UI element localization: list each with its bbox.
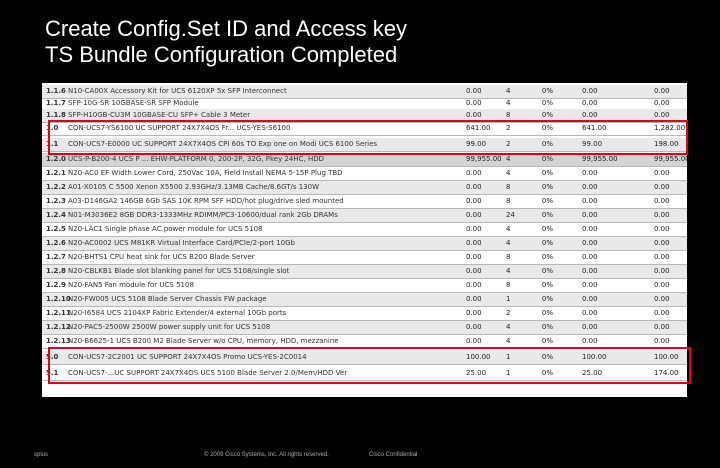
table-cell-desc: CON-UCS7-2C2001 UC SUPPORT 24X7X4OS Promo UCS-YES-2C0014: [68, 353, 307, 361]
table-cell-price: 0.00: [466, 183, 482, 191]
table-cell-unit: 0.00: [582, 99, 598, 107]
table-cell-unit: 0.00: [582, 239, 598, 247]
table-row: [42, 209, 687, 222]
table-cell-id: 1.1.6: [46, 87, 66, 95]
table-cell-qty: 1: [506, 369, 511, 377]
table-cell-desc: CON-UCS7-E0000 UC SUPPORT 24X7X4OS CPI 60s TO Exp one on Modi UCS 6100 Series: [68, 140, 378, 148]
highlight-box-promo-items: [48, 347, 691, 384]
table-cell-price: 641.00: [466, 124, 491, 132]
table-cell-unit: 25.00: [582, 369, 603, 377]
table-cell-price: 0.00: [466, 337, 482, 345]
footer-confidential: Cisco Confidential: [369, 452, 418, 458]
table-cell-unit: 0.00: [582, 225, 598, 233]
table-cell-id: 1.1.8: [46, 111, 66, 119]
table-cell-price: 0.00: [466, 267, 482, 275]
table-cell-unit: 0.00: [582, 211, 598, 219]
table-cell-price: 100.00: [466, 353, 491, 361]
table-cell-id: 1.2.8: [46, 267, 66, 275]
table-cell-disc: 0%: [541, 140, 553, 148]
table-cell-desc: N20-B6625-1 UCS B200 M2 Blade Server w/o CPU, memory, HDD, mezzanine: [68, 337, 339, 345]
table-row: [42, 195, 687, 208]
table-row: [42, 181, 687, 194]
table-cell-qty: 4: [506, 155, 511, 163]
table-cell-price: 0.00: [466, 239, 482, 247]
table-cell-ext: 0.00: [654, 169, 670, 177]
table-cell-desc: N20-FAN5 Fan module for UCS 5108: [68, 281, 194, 289]
table-cell-unit: 0.00: [582, 323, 598, 331]
table-cell-id: 1.2.3: [46, 197, 66, 205]
table-cell-desc: N20-CBLKB1 Blade slot blanking panel for UCS 5108/single slot: [68, 267, 290, 275]
table-cell-ext: 100.00: [654, 353, 679, 361]
table-cell-desc: CON-UCS7-...UC SUPPORT 24X7X4OS UCS 5100 Blade Server 2.0/Mem/HDD Ver: [68, 369, 348, 377]
table-cell-desc: SFP-H10GB-CU3M 10GBASE-CU SFP+ Cable 3 Meter: [68, 111, 251, 119]
table-cell-disc: 0%: [541, 87, 553, 95]
table-cell-unit: 0.00: [582, 337, 598, 345]
table-cell-unit: 0.00: [582, 111, 598, 119]
table-cell-disc: 0%: [541, 111, 553, 119]
table-row: [42, 265, 687, 278]
table-cell-disc: 0%: [541, 124, 553, 132]
table-cell-qty: 4: [506, 99, 511, 107]
table-cell-price: 0.00: [466, 211, 482, 219]
table-cell-price: 0.00: [466, 225, 482, 233]
table-cell-unit: 0.00: [582, 169, 598, 177]
table-cell-unit: 0.00: [582, 309, 598, 317]
highlight-box-support-items: [48, 120, 688, 155]
table-cell-desc: N20-LAC1 Single phase AC power module for UCS 5108: [68, 225, 263, 233]
table-cell-qty: 2: [506, 124, 511, 132]
table-cell-id: 1.2.7: [46, 253, 66, 261]
table-cell-desc: N01-M3036E2 8GB DDR3-1333MHz RDIMM/PC3-10600/dual rank 2Gb DRAMs: [68, 211, 338, 219]
table-cell-unit: 0.00: [582, 253, 598, 261]
table-cell-ext: 0.00: [654, 183, 670, 191]
table-cell-disc: 0%: [541, 225, 553, 233]
table-cell-disc: 0%: [541, 323, 553, 331]
table-cell-disc: 0%: [541, 309, 553, 317]
table-cell-price: 99.00: [466, 140, 487, 148]
table-cell-desc: SFP-10G-SR 10GBASE-SR SFP Module: [68, 99, 199, 107]
title-line-2: TS Bundle Configuration Completed: [45, 42, 398, 67]
table-cell-unit: 0.00: [582, 295, 598, 303]
table-cell-price: 0.00: [466, 87, 482, 95]
table-cell-price: 0.00: [466, 323, 482, 331]
table-cell-unit: 99.00: [582, 140, 603, 148]
table-cell-unit: 0.00: [582, 197, 598, 205]
table-cell-desc: N20-AC0002 UCS M81KR Virtual Interface Card/PCIe/2-port 10Gb: [68, 239, 295, 247]
table-cell-disc: 0%: [541, 281, 553, 289]
table-cell-disc: 0%: [541, 211, 553, 219]
table-cell-id: 1.0: [46, 124, 59, 132]
table-cell-ext: 0.00: [654, 281, 670, 289]
table-cell-desc: A03-D146GA2 146GB 6Gb SAS 10K RPM SFF HDD/hot plug/drive sled mounted: [68, 197, 344, 205]
table-cell-ext: 0.00: [654, 267, 670, 275]
footer-copyright: © 2009 Cisco Systems, Inc. All rights reserved.: [204, 452, 329, 458]
table-cell-id: 1.1: [46, 140, 59, 148]
table-cell-ext: 0.00: [654, 253, 670, 261]
table-cell-disc: 0%: [541, 267, 553, 275]
table-cell-id: 5.0: [46, 353, 59, 361]
table-cell-price: 99,955.00: [466, 155, 502, 163]
table-cell-id: 1.2.2: [46, 183, 66, 191]
table-cell-ext: 0.00: [654, 323, 670, 331]
slide-title: [45, 16, 407, 68]
table-cell-id: 1.2.12: [46, 323, 71, 331]
table-cell-ext: 1,282.00: [654, 124, 686, 132]
table-cell-price: 0.00: [466, 309, 482, 317]
table-cell-ext: 0.00: [654, 99, 670, 107]
table-cell-unit: 99,955.00: [582, 155, 618, 163]
table-cell-desc: N20-FW005 UCS 5108 Blade Server Chassis FW package: [68, 295, 267, 303]
table-cell-id: 1.2.11: [46, 309, 71, 317]
table-cell-disc: 0%: [541, 99, 553, 107]
table-cell-qty: 8: [506, 253, 511, 261]
table-cell-qty: 1: [506, 295, 511, 303]
table-cell-desc: N20-PAC5-2500W 2500W power supply unit for UCS 5108: [68, 323, 271, 331]
table-cell-desc: UCS-P-B200-4 UCS P ... EHW-PLATFORM 0, 200-2P, 32G, Pkey 24HC, HDD: [68, 155, 324, 163]
table-cell-id: 1.2.4: [46, 211, 66, 219]
table-cell-qty: 8: [506, 281, 511, 289]
table-cell-ext: 0.00: [654, 337, 670, 345]
table-cell-id: 1.2.5: [46, 225, 66, 233]
table-cell-price: 0.00: [466, 281, 482, 289]
table-cell-unit: 0.00: [582, 183, 598, 191]
table-cell-disc: 0%: [541, 155, 553, 163]
table-cell-qty: 4: [506, 323, 511, 331]
table-cell-price: 0.00: [466, 111, 482, 119]
table-cell-id: 1.2.0: [46, 155, 66, 163]
table-cell-desc: CON-UCS7-YS6100 UC SUPPORT 24X7X4OS Fr... UCS-YES-S6100: [68, 124, 291, 132]
table-cell-qty: 4: [506, 225, 511, 233]
table-row: [42, 307, 687, 320]
table-cell-ext: 0.00: [654, 309, 670, 317]
table-cell-id: 5.1: [46, 369, 59, 377]
table-row: [42, 251, 687, 264]
table-cell-qty: 1: [506, 353, 511, 361]
table-cell-qty: 4: [506, 337, 511, 345]
table-cell-ext: 99,955.00: [654, 155, 690, 163]
table-cell-unit: 100.00: [582, 353, 607, 361]
table-cell-price: 0.00: [466, 295, 482, 303]
table-cell-price: 0.00: [466, 197, 482, 205]
table-cell-qty: 8: [506, 111, 511, 119]
table-row: [42, 237, 687, 250]
table-cell-id: 1.2.1: [46, 169, 66, 177]
table-cell-disc: 0%: [541, 353, 553, 361]
table-cell-disc: 0%: [541, 197, 553, 205]
table-cell-unit: 641.00: [582, 124, 607, 132]
table-cell-disc: 0%: [541, 337, 553, 345]
footer-left: splus: [34, 452, 49, 458]
table-cell-disc: 0%: [541, 253, 553, 261]
table-cell-qty: 8: [506, 183, 511, 191]
table-cell-disc: 0%: [541, 183, 553, 191]
table-row: [42, 321, 687, 334]
table-cell-unit: 0.00: [582, 87, 598, 95]
table-cell-id: 1.2.10: [46, 295, 71, 303]
table-cell-id: 1.2.9: [46, 281, 66, 289]
table-cell-ext: 0.00: [654, 225, 670, 233]
table-cell-qty: 8: [506, 197, 511, 205]
table-cell-ext: 0.00: [654, 197, 670, 205]
table-row: [42, 223, 687, 236]
table-cell-desc: N20-AC0 EF Width Lower Cord, 250Vac 10A, Field Install NEMA 5-15P Plug TBD: [68, 169, 343, 177]
title-line-1: Create Config.Set ID and Access key: [45, 16, 407, 41]
table-cell-ext: 0.00: [654, 295, 670, 303]
table-cell-qty: 4: [506, 239, 511, 247]
table-cell-qty: 4: [506, 169, 511, 177]
table-cell-qty: 2: [506, 140, 511, 148]
table-cell-disc: 0%: [541, 369, 553, 377]
table-cell-disc: 0%: [541, 169, 553, 177]
table-cell-ext: 0.00: [654, 239, 670, 247]
table-cell-desc: N10-CA00X Accessory Kit for UCS 6120XP 5x SFP Interconnect: [68, 87, 287, 95]
table-row: [42, 167, 687, 180]
table-cell-ext: 0.00: [654, 87, 670, 95]
table-cell-ext: 0.00: [654, 211, 670, 219]
table-cell-ext: 174.00: [654, 369, 679, 377]
table-row: [42, 293, 687, 306]
table-row: [42, 279, 687, 292]
table-cell-id: 1.2.13: [46, 337, 71, 345]
table-cell-ext: 198.00: [654, 140, 679, 148]
table-cell-disc: 0%: [541, 295, 553, 303]
table-cell-qty: 4: [506, 267, 511, 275]
table-cell-desc: A01-X0105 C 5500 Xenon X5500 2.93GHz/3.13MB Cache/8.6GT/s 130W: [68, 183, 320, 191]
table-cell-qty: 24: [506, 211, 515, 219]
table-cell-qty: 2: [506, 309, 511, 317]
table-cell-price: 0.00: [466, 253, 482, 261]
table-cell-unit: 0.00: [582, 267, 598, 275]
table-cell-id: 1.1.7: [46, 99, 66, 107]
table-cell-price: 0.00: [466, 169, 482, 177]
table-cell-desc: N20-BHTS1 CPU heat sink for UCS B200 Blade Server: [68, 253, 255, 261]
table-cell-unit: 0.00: [582, 281, 598, 289]
table-cell-qty: 4: [506, 87, 511, 95]
table-cell-disc: 0%: [541, 239, 553, 247]
table-cell-ext: 0.00: [654, 111, 670, 119]
table-cell-price: 25.00: [466, 369, 487, 377]
table-cell-id: 1.2.6: [46, 239, 66, 247]
table-cell-desc: N20-I6584 UCS 2104XP Fabric Extender/4 external 10Gb ports: [68, 309, 287, 317]
table-cell-price: 0.00: [466, 99, 482, 107]
